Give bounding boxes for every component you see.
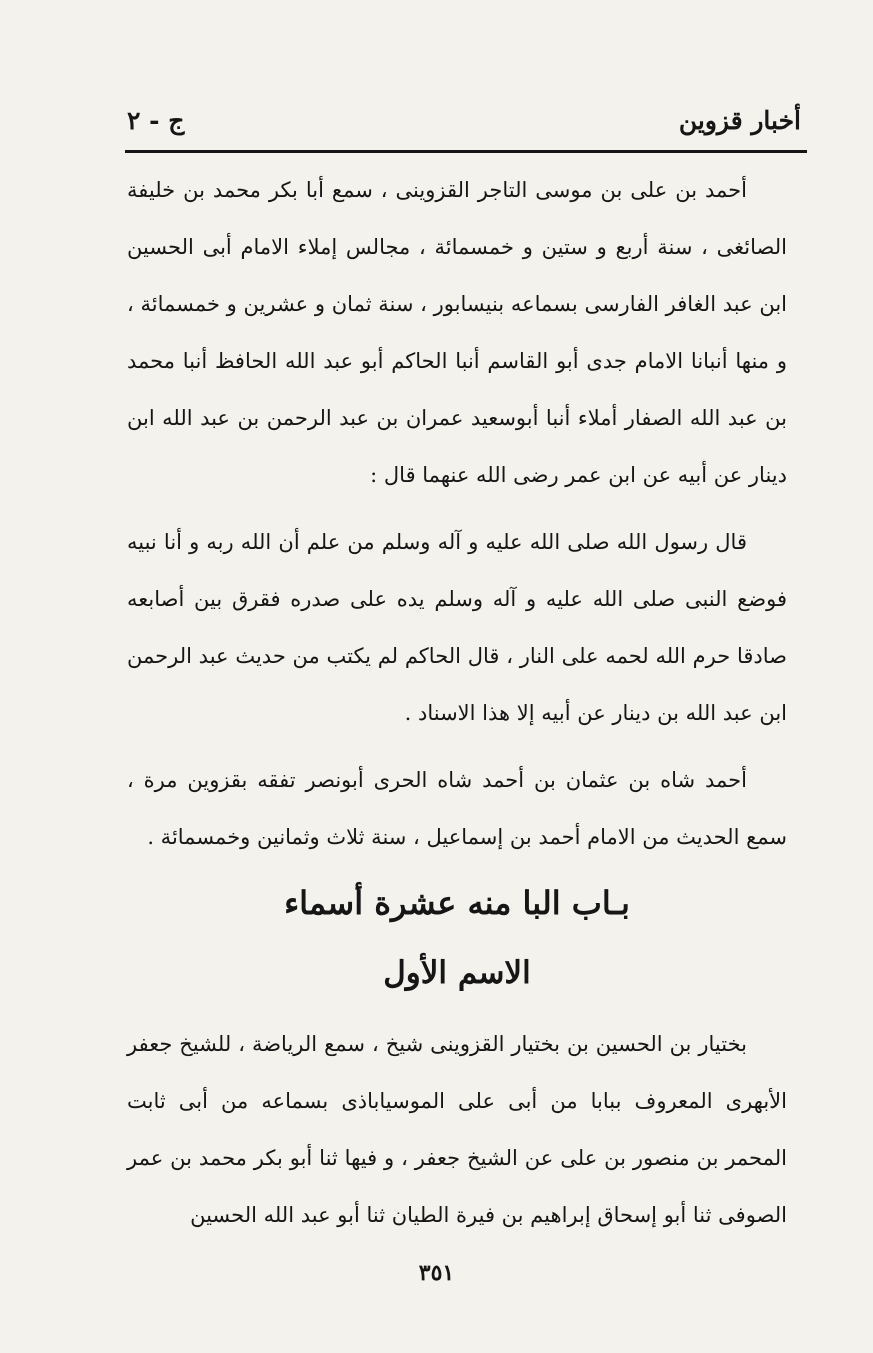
paragraph: بختيار بن الحسين بن بختيار القزوينى شيخ ، سمع الرياضة ، للشيخ جعفر الأبهرى المعروف ببابا من أبى على الموسياباذى بسماعه من أبى ثابت المحمر بن منصور بن على عن الشيخ جعفر ، و فيها ثنا أبو بكر محمد بن عمر الصوفى ثنا أبو إسحاق إبراهيم بن فيرة الطيان ثنا أبو عبد الله الحسين (127, 1032, 787, 1227)
paragraph-gap (127, 504, 787, 514)
text-body (127, 162, 787, 1244)
paragraph: أحمد بن على بن موسى التاجر القزوينى ، سمع أبا بكر محمد بن خليفة الصائغى ، سنة أربع و ستين و خمسمائة ، مجالس إملاء الامام أبى الحسين ابن عبد الغافر الفارسى بسماعه بنيسابور ، سنة ثمان و عشرين و خمسمائة ، و منها أنبانا الامام جدى أبو القاسم أنبا الحاكم أبو عبد الله الحافظ أنبا محمد بن عبد الله الصفار أملاء أنبا أبوسعيد عمران بن عبد الرحمن بن عبد الله ابن دينار عن أبيه عن ابن عمر رضى الله عنهما قال : (127, 178, 787, 487)
volume-label: ج - ٢ (127, 106, 185, 135)
running-title: أخبار قزوين (678, 106, 801, 135)
paragraph-gap (127, 742, 787, 752)
page-header (127, 104, 807, 148)
sub-heading: الاسم الأول (383, 955, 531, 991)
paragraph: قال رسول الله صلى الله عليه و آله وسلم من علم أن الله ربه و أنا نبيه فوضع النبى صلى الله عليه و آله وسلم يده على صدره فقرق بين أصابعه صادقا حرم الله لحمه على النار ، قال الحاكم لم يكتب من حديث عبد الرحمن ابن عبد الله بن دينار عن أبيه إلا هذا الاسناد . (127, 530, 787, 725)
page-number: ٣٥١ (418, 1260, 455, 1286)
header-rule (125, 150, 807, 153)
paragraph: أحمد شاه بن عثمان بن أحمد شاه الحرى أبونصر تفقه بقزوين مرة ، سمع الحديث من الامام أحمد بن إسماعيل ، سنة ثلاث وثمانين وخمسمائة . (127, 768, 787, 849)
section-heading: بـاب البا منه عشرة أسماء (284, 884, 630, 922)
